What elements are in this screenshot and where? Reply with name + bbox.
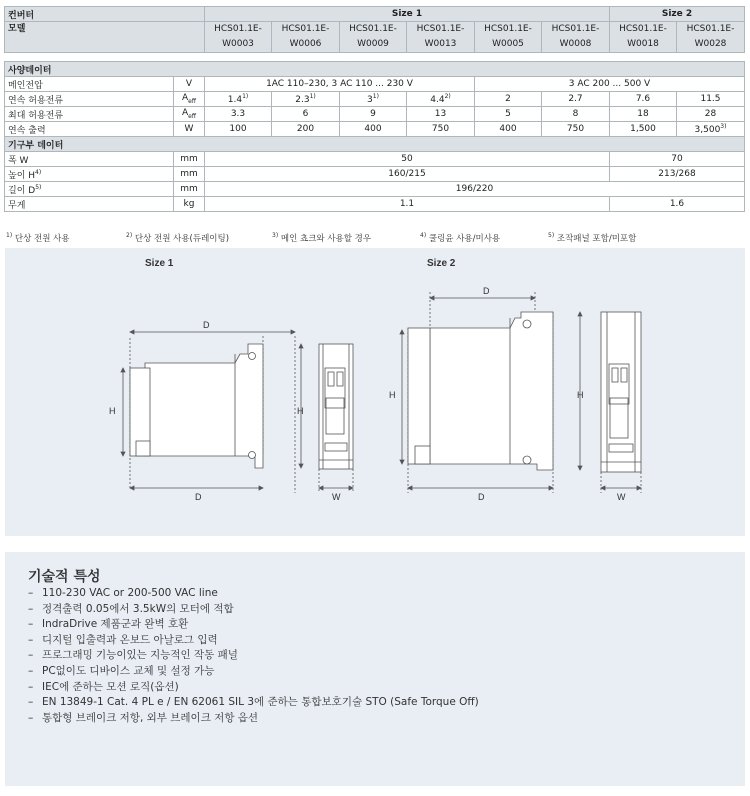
feature-item: – IEC에 준하는 모션 로직(옵션) — [28, 680, 179, 693]
footnote: $^{3)}$ 메인 쵸크와 사용할 경우 — [272, 232, 372, 244]
dim-d-size1-bottom: D — [195, 492, 202, 502]
max-current-row — [5, 107, 745, 122]
value-cell: 8 — [542, 107, 610, 122]
value-cell: 6 — [272, 107, 340, 122]
mm-unit: mm — [174, 152, 205, 167]
value-cell: 5 — [475, 107, 542, 122]
continuous-power-row — [5, 122, 745, 137]
dim-h-size1-right: H — [297, 406, 304, 416]
power-unit: W — [174, 122, 205, 137]
mains-voltage-row — [5, 77, 745, 92]
model-cell: HCS01.1E- W0005 — [475, 22, 542, 53]
value-cell: 2.7 — [542, 92, 610, 107]
depth-all: 196/220 — [205, 182, 745, 197]
height-size2: 213/268 — [610, 167, 745, 182]
model-cell: HCS01.1E- W0028 — [677, 22, 745, 53]
height-size1: 160/215 — [205, 167, 610, 182]
current-unit: $A_{eff}$ — [174, 92, 205, 107]
value-cell: 18 — [610, 107, 677, 122]
model-row — [5, 22, 745, 53]
footnote: $^{5)}$ 조작패널 포함/미포함 — [548, 232, 637, 244]
model-cell: HCS01.1E- W0009 — [340, 22, 407, 53]
value-cell: 13 — [407, 107, 475, 122]
value-cell: 100 — [205, 122, 272, 137]
value-cell: 2 — [475, 92, 542, 107]
spec-section-title: 사양데이터 — [5, 62, 745, 77]
value-cell: 3.3 — [205, 107, 272, 122]
mains-value-size1: 1AC 110–230, 3 AC 110 ... 230 V — [205, 77, 475, 92]
size2-side-view — [400, 292, 582, 493]
value-cell: 4.4$^{2)}$ — [407, 92, 475, 107]
spec-table — [4, 6, 745, 212]
spec-section-row — [5, 62, 745, 77]
feature-item: – EN 13849-1 Cat. 4 PL e / EN 62061 SIL 3에 준하는 통합보호기술 STO (Safe Torque Off) — [28, 696, 479, 709]
value-cell: 3$^{1)}$ — [340, 92, 407, 107]
max-current-label: 최대 허용전류 — [5, 107, 174, 122]
width-size1: 50 — [205, 152, 610, 167]
feature-item: – 프로그래밍 기능이있는 지능적인 작동 패널 — [28, 649, 238, 662]
mains-label: 메인전압 — [5, 77, 174, 92]
kg-unit: kg — [174, 197, 205, 212]
size1-side-view — [121, 330, 303, 493]
dim-w-size1: W — [332, 492, 341, 502]
mm-unit: mm — [174, 167, 205, 182]
value-cell: 1.4$^{1)}$ — [205, 92, 272, 107]
value-cell: 400 — [340, 122, 407, 137]
model-cell: HCS01.1E- W0013 — [407, 22, 475, 53]
feature-item: – 통합형 브레이크 저항, 외부 브레이크 저항 옵션 — [28, 711, 259, 724]
value-cell: 7.6 — [610, 92, 677, 107]
depth-label: 길이 $D^{5)}$ — [5, 182, 174, 197]
features-title: 기술적 특성 — [28, 569, 101, 585]
feature-item: – 110-230 VAC or 200-500 VAC line — [28, 587, 218, 599]
feature-item: – 디지털 입출력과 온보드 아날로그 입력 — [28, 633, 218, 646]
mech-section-title: 기구부 데이터 — [5, 137, 745, 152]
dim-h-size2-right: H — [577, 390, 584, 400]
dim-h-size2-left: H — [389, 390, 396, 400]
dimension-drawing — [5, 248, 745, 536]
dim-d-size2-top: D — [483, 286, 490, 296]
value-cell: 3,500$^{3)}$ — [677, 122, 745, 137]
height-row — [5, 167, 745, 182]
weight-row — [5, 197, 745, 212]
model-cell: HCS01.1E- W0008 — [542, 22, 610, 53]
value-cell: 750 — [542, 122, 610, 137]
size2-front-view — [601, 312, 641, 493]
footnote: $^{2)}$ 단상 전원 사용(듀레이팅) — [126, 232, 230, 244]
mains-value-size2: 3 AC 200 ... 500 V — [475, 77, 745, 92]
continuous-current-row — [5, 92, 745, 107]
mains-unit: V — [174, 77, 205, 92]
depth-row — [5, 182, 745, 197]
value-cell: 1,500 — [610, 122, 677, 137]
width-row — [5, 152, 745, 167]
current-unit: $A_{eff}$ — [174, 107, 205, 122]
value-cell: 400 — [475, 122, 542, 137]
footnote: $^{4)}$ 쿨링윤 사용/미사용 — [420, 232, 501, 244]
width-size2: 70 — [610, 152, 745, 167]
cont-current-label: 연속 허용전류 — [5, 92, 174, 107]
value-cell: 28 — [677, 107, 745, 122]
table-header-row — [5, 7, 745, 22]
value-cell: 200 — [272, 122, 340, 137]
weight-label: 무게 — [5, 197, 174, 212]
feature-item: – PC없이도 디바이스 교체 및 설정 가능 — [28, 664, 215, 677]
value-cell: 750 — [407, 122, 475, 137]
model-cell: HCS01.1E- W0003 — [205, 22, 272, 53]
size1-front-view — [319, 344, 353, 493]
value-cell: 2.3$^{1)}$ — [272, 92, 340, 107]
model-label: 모델 — [5, 22, 205, 53]
footnote: $^{1)}$ 단상 전원 사용 — [6, 232, 70, 244]
gap-row — [5, 53, 745, 62]
dimension-drawing-panel — [5, 248, 745, 536]
converter-label: 컨버터 — [5, 7, 205, 22]
dim-d-size1-top: D — [203, 320, 210, 330]
value-cell: 9 — [340, 107, 407, 122]
feature-item: – 정격출력 0.05에서 3.5kW의 모터에 적합 — [28, 602, 234, 615]
size2-header: Size 2 — [610, 7, 745, 22]
model-cell: HCS01.1E- W0006 — [272, 22, 340, 53]
features-panel — [5, 552, 745, 786]
size1-title: Size 1 — [145, 258, 174, 269]
cont-power-label: 연속 출력 — [5, 122, 174, 137]
value-cell: 11.5 — [677, 92, 745, 107]
size2-title: Size 2 — [427, 258, 456, 269]
weight-size1: 1.1 — [205, 197, 610, 212]
model-cell: HCS01.1E- W0018 — [610, 22, 677, 53]
features-list — [28, 586, 479, 726]
weight-size2: 1.6 — [610, 197, 745, 212]
mm-unit: mm — [174, 182, 205, 197]
dim-d-size2-bottom: D — [478, 492, 485, 502]
dim-w-size2: W — [617, 492, 626, 502]
width-label: 폭 W — [5, 152, 174, 167]
height-label: 높이 $H^{4)}$ — [5, 167, 174, 182]
feature-item: – IndraDrive 제품군과 완벽 호환 — [28, 618, 189, 631]
size1-header: Size 1 — [205, 7, 610, 22]
mech-section-row — [5, 137, 745, 152]
dim-h-size1-left: H — [109, 406, 116, 416]
